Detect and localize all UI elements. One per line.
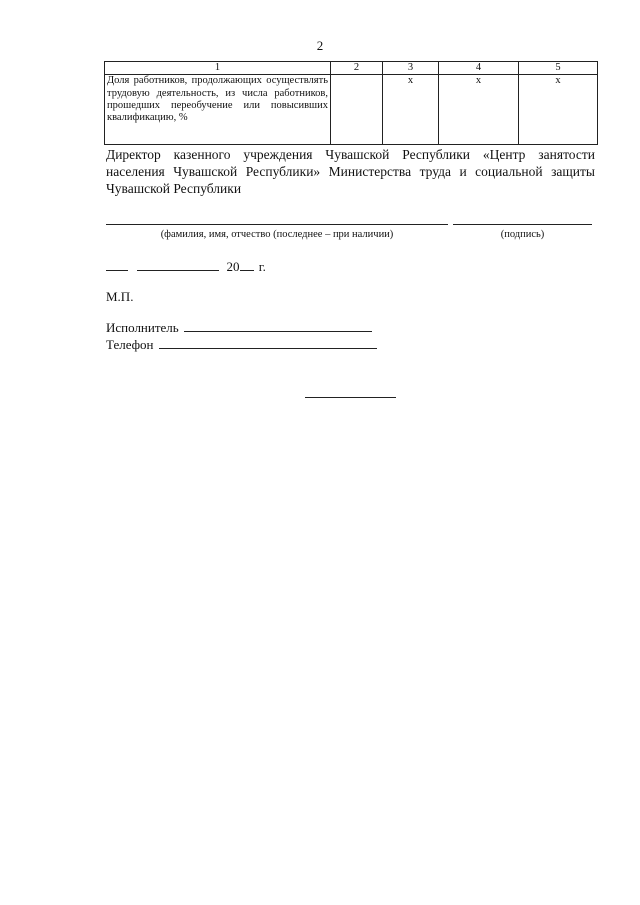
phone-blank	[159, 335, 377, 349]
phone-label: Телефон	[106, 337, 154, 352]
table-header-cell: 5	[519, 62, 598, 75]
executor-label: Исполнитель	[106, 320, 179, 335]
year-suffix: г.	[258, 259, 266, 274]
indicator-table	[104, 61, 598, 145]
value-cell: х	[519, 75, 598, 145]
table-header-cell: 3	[383, 62, 439, 75]
month-blank	[137, 257, 219, 271]
table-header-cell: 1	[105, 62, 331, 75]
table-row	[105, 75, 598, 145]
end-separator-line	[305, 397, 396, 398]
director-title: Директор казенного учреждения Чувашской Республики «Центр занятости населения Чувашской Республики» Министерства труда и социальной защиты Чувашской Республики	[106, 147, 595, 196]
signature-caption: (подпись)	[500, 229, 545, 240]
table-header-cell: 2	[331, 62, 383, 75]
value-cell	[331, 75, 383, 145]
signature-line	[453, 224, 592, 225]
page-number: 2	[316, 38, 324, 53]
stamp-label: М.П.	[106, 289, 134, 304]
executor-blank	[184, 318, 372, 332]
name-caption: (фамилия, имя, отчество (последнее – при наличии)	[160, 229, 394, 240]
table-header-cell: 4	[439, 62, 519, 75]
value-cell: х	[383, 75, 439, 145]
year-blank	[240, 257, 254, 271]
table-header-row	[105, 62, 598, 75]
year-prefix: 20	[226, 259, 240, 274]
name-signature-line	[106, 224, 448, 225]
phone-row	[106, 335, 377, 353]
executor-row	[106, 318, 372, 336]
date-row	[106, 257, 266, 275]
day-blank	[106, 257, 128, 271]
value-cell: х	[439, 75, 519, 145]
indicator-cell: Доля работников, продолжающих осуществлять трудовую деятельность, из числа работников, прошедших переобучение или повысивших квалификацию, %	[105, 75, 331, 145]
